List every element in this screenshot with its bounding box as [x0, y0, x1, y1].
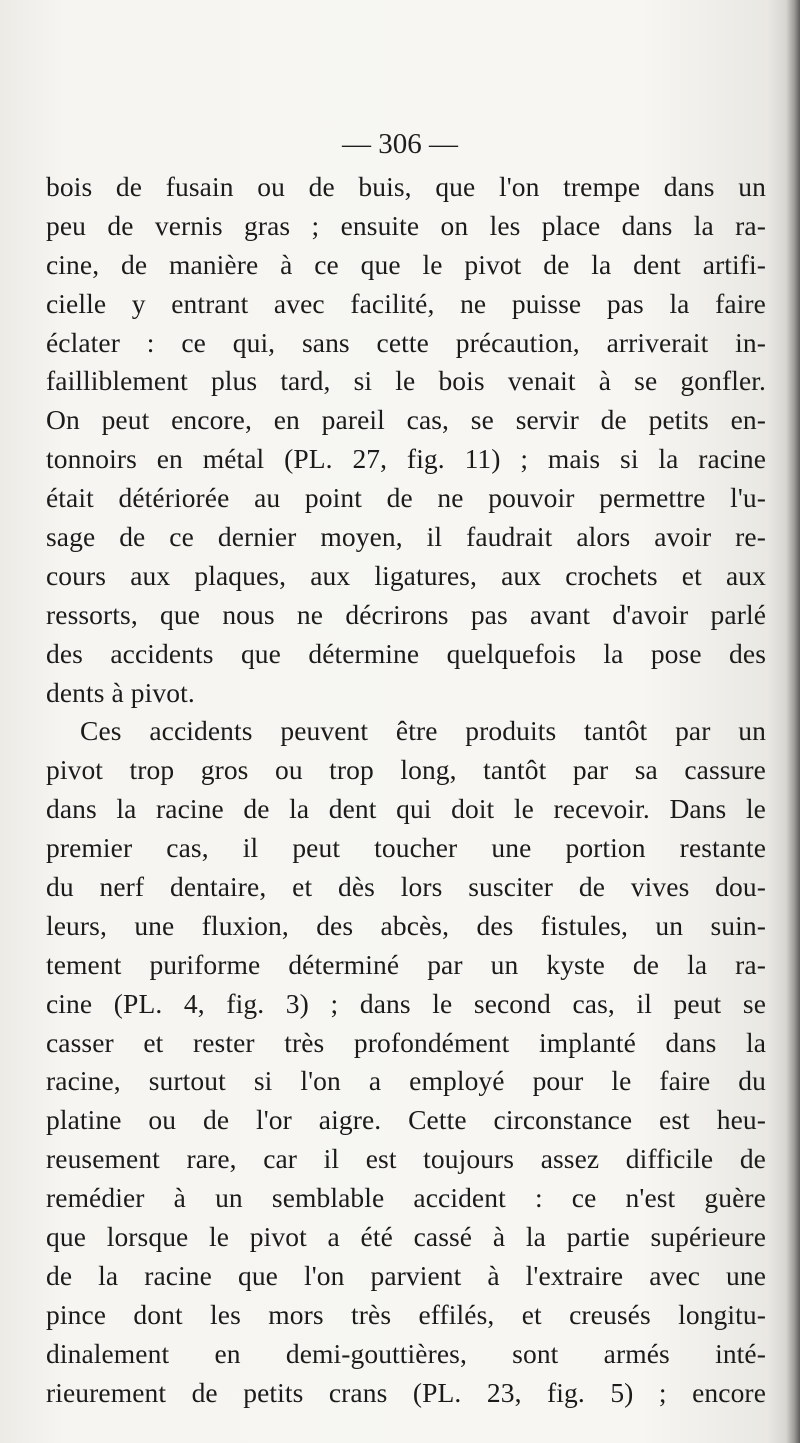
text-line: cielle y entrant avec facilité, ne puisse pas la faire [46, 287, 766, 319]
text-line: sage de ce dernier moyen, il faudrait alors avoir re- [46, 521, 766, 553]
text-line: de la racine que l'on parvient à l'extraire avec une [46, 1259, 766, 1291]
text-line: ressorts, que nous ne décrirons pas avant d'avoir parlé [46, 598, 766, 630]
page-edge-shadow [786, 0, 800, 1443]
body-text [46, 168, 766, 1413]
text-line: premier cas, il peut toucher une portion restante [46, 832, 766, 864]
text-line: tonnoirs en métal (PL. 27, fig. 11) ; mais si la racine [46, 443, 766, 475]
text-line: rieurement de petits crans (PL. 23, fig. 5) ; encore [46, 1376, 766, 1408]
text-line: des accidents que détermine quelquefois la pose des [46, 637, 766, 669]
text-line: cine, de manière à ce que le pivot de la dent artifi- [46, 248, 766, 280]
text-line: bois de fusain ou de buis, que l'on trempe dans un [46, 171, 766, 202]
text-line-paragraph-end: dents à pivot. [46, 676, 195, 708]
text-line: dans la racine de la dent qui doit le recevoir. Dans le [46, 793, 766, 825]
text-line: éclater : ce qui, sans cette précaution, arriverait in- [46, 326, 766, 358]
text-line: peu de vernis gras ; ensuite on les place dans la ra- [46, 209, 766, 241]
text-line: reusement rare, car il est toujours assez difficile de [46, 1143, 766, 1175]
page-number: — 306 — [342, 128, 458, 160]
text-line: du nerf dentaire, et dès lors susciter de vives dou- [46, 871, 766, 903]
text-line: tement puriforme déterminé par un kyste de la ra- [46, 948, 766, 980]
text-line: cours aux plaques, aux ligatures, aux crochets et aux [46, 559, 766, 591]
text-line: casser et rester très profondément implanté dans la [46, 1026, 766, 1058]
text-line: leurs, une fluxion, des abcès, des fistules, un suin- [46, 909, 766, 941]
text-line: On peut encore, en pareil cas, se servir de petits en- [46, 404, 766, 436]
text-line: cine (PL. 4, fig. 3) ; dans le second cas, il peut se [46, 987, 766, 1019]
text-line: racine, surtout si l'on a employé pour le faire du [46, 1065, 766, 1097]
text-line: dinalement en demi-gouttières, sont armés inté- [46, 1337, 766, 1369]
text-line: que lorsque le pivot a été cassé à la partie supérieure [46, 1221, 766, 1253]
text-line: pivot trop gros ou trop long, tantôt par sa cassure [46, 754, 766, 786]
text-line: failliblement plus tard, si le bois venait à se gonfler. [46, 365, 766, 397]
text-line: remédier à un semblable accident : ce n'est guère [46, 1182, 766, 1214]
text-line: pince dont les mors très effilés, et creusés longitu- [46, 1298, 766, 1330]
text-line-paragraph-start: Ces accidents peuvent être produits tantôt par un [80, 715, 766, 747]
text-line: platine ou de l'or aigre. Cette circonstance est heu- [46, 1104, 766, 1136]
text-line: était détériorée au point de ne pouvoir permettre l'u- [46, 482, 766, 514]
